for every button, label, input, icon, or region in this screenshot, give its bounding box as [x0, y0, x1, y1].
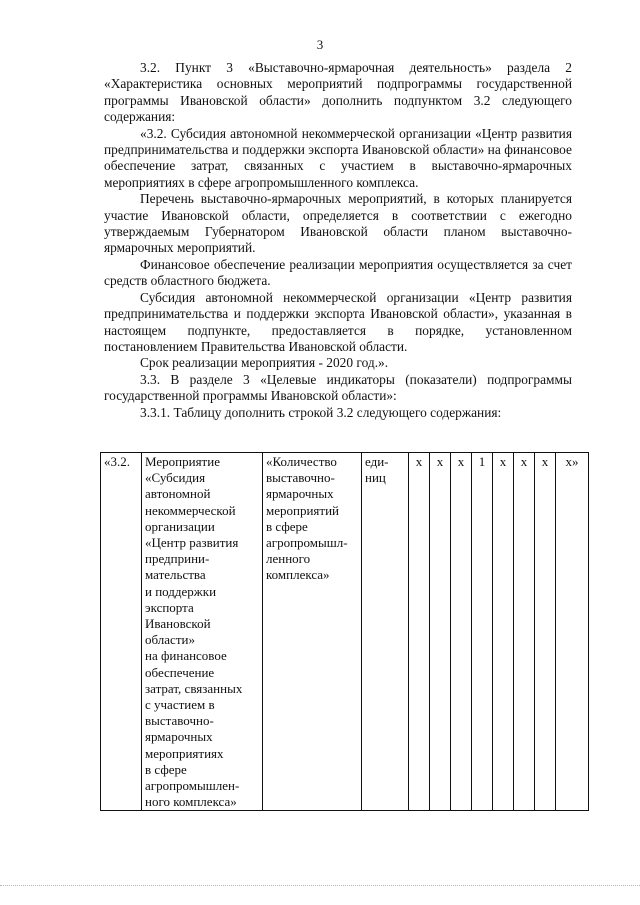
indicator-line: комплекса»	[266, 567, 330, 583]
value-cell: х	[514, 453, 535, 811]
paragraph-subsidy-procedure: Субсидия автономной некоммерческой организации «Центр развития предпринимательства и поддержки экспорта Ивановской области», указанная в настоящем подпункте, предоставляется в порядке, установленном постановлением Правительства Ивановской области.	[104, 289, 572, 354]
indicator-line: агропромышл-	[266, 535, 348, 551]
paragraph-term: Срок реализации мероприятия - 2020 год.».	[140, 355, 389, 371]
page-number: 3	[316, 37, 324, 52]
event-description-cell	[142, 453, 263, 811]
table-row	[101, 453, 589, 811]
event-line: организации	[145, 518, 215, 534]
indicator-line: ярмарочных	[266, 486, 334, 502]
indicator-line: мероприятий	[266, 502, 339, 518]
paragraph-3-3-1: 3.3.1. Таблицу дополнить строкой 3.2 следующего содержания:	[140, 404, 502, 420]
indicator-name-cell	[263, 453, 362, 811]
event-line: некоммерческой	[145, 502, 236, 518]
event-line: экспорта	[145, 599, 194, 615]
value-cell: х	[535, 453, 556, 811]
value-cell: х	[493, 453, 514, 811]
event-line: Ивановской	[145, 616, 211, 632]
last-value-cell: х»	[556, 453, 589, 811]
paragraph-3-2: 3.2. Пункт 3 «Выставочно-ярмарочная деятельность» раздела 2 «Характеристика основных мероприятий подпрограммы государственной программы Ивановской области» дополнить подпунктом 3.2 следующего содержания:	[104, 60, 572, 125]
row-number-cell: «3.2.	[101, 453, 142, 811]
indicator-line	[266, 519, 358, 535]
event-line: «Субсидия	[145, 470, 206, 486]
event-line: на финансовое	[145, 648, 227, 664]
value-cell: х	[451, 453, 472, 811]
event-line: области»	[145, 632, 195, 648]
paragraph-event-list: Перечень выставочно-ярмарочных мероприятий, в которых планируется участие Ивановской области, определяется в соответствии с ежегодно утверждаемым Губернатором Ивановской области планом выставочно-ярмарочных мероприятий.	[104, 191, 572, 256]
event-line: в сфере	[145, 761, 187, 777]
indicator-line: ленного	[266, 551, 311, 567]
paragraph-funding: Финансовое обеспечение реализации мероприятия осуществляется за счет средств областного бюджета.	[104, 256, 572, 289]
event-line: мероприятиях	[145, 745, 224, 761]
event-line: затрат, связанных	[145, 680, 243, 696]
event-line: обеспечение	[145, 664, 215, 680]
value-cell: х	[430, 453, 451, 811]
event-line: агропромышлен-	[145, 778, 240, 794]
paragraph-subsidy: «3.2. Субсидия автономной некоммерческой организации «Центр развития предпринимательства и поддержки экспорта Ивановской области» на финансовое обеспечение затрат, связанных с участием в выставочно-ярмарочных мероприятиях в сфере агропромышленного комплекса.	[104, 125, 572, 190]
event-line: и поддержки	[145, 583, 217, 599]
event-line: автономной	[145, 486, 211, 502]
indicator-table	[100, 452, 589, 811]
event-line: ного комплекса»	[145, 794, 237, 810]
indicator-line: «Количество	[266, 454, 337, 469]
event-line: с участием в	[145, 697, 215, 713]
unit-cell: еди-ниц	[362, 453, 409, 811]
document-body	[104, 60, 572, 421]
value-cell: х	[409, 453, 430, 811]
scan-edge-divider	[0, 885, 640, 890]
event-line: ярмарочных	[145, 729, 213, 745]
event-line: выставочно-	[145, 713, 214, 729]
indicator-line: выставочно-	[266, 470, 335, 486]
event-line: предприни-	[145, 551, 210, 567]
event-line: Мероприятие	[145, 454, 220, 469]
event-line: «Центр развития	[145, 535, 239, 551]
paragraph-3-3: 3.3. В разделе 3 «Целевые индикаторы (показатели) подпрограммы государственной программы Ивановской области»:	[104, 371, 572, 404]
event-line: мательства	[145, 567, 206, 583]
indicator-word: в сфере	[266, 518, 308, 534]
value-cell: 1	[472, 453, 493, 811]
